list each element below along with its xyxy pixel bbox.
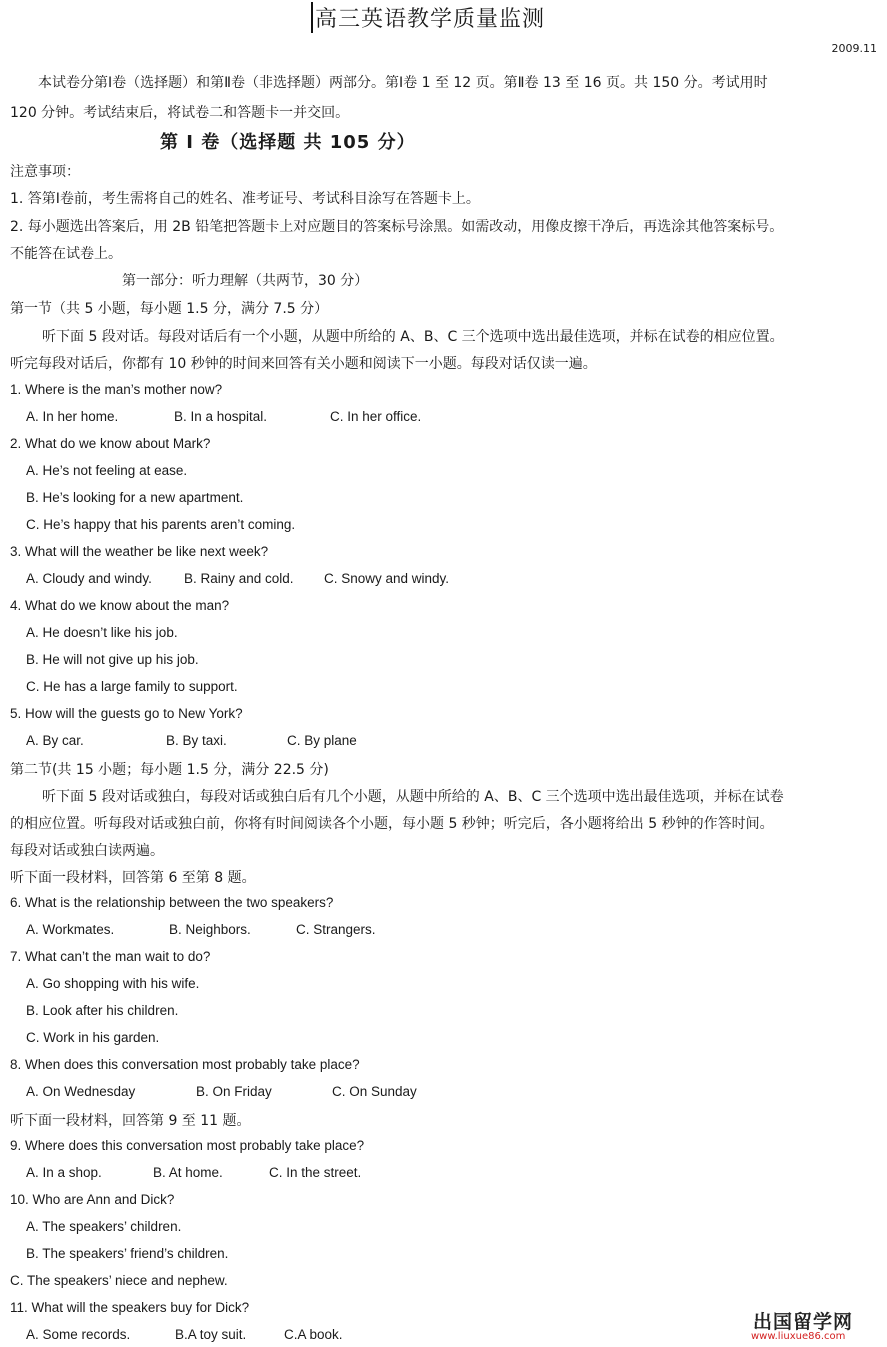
option-b: B. The speakers’ friend’s children.	[26, 1246, 229, 1261]
option-c: C. Strangers.	[296, 922, 376, 937]
page-title: 高三英语教学质量监测	[311, 2, 545, 33]
option-b: B. At home.	[153, 1165, 223, 1180]
option-a: A. On Wednesday	[26, 1084, 136, 1099]
option-row	[26, 1084, 526, 1102]
option-a: A. In her home.	[26, 409, 119, 424]
section-heading: 第 Ⅰ 卷（选择题 共 105 分）	[160, 132, 416, 153]
section2-instructions-cont: 的相应位置。听每段对话或独白前，你将有时间阅读各个小题，每小题 5 秒钟；听完后，各小题将给出 5 秒钟的作答时间。	[10, 816, 774, 832]
option-a: A. Cloudy and windy.	[26, 571, 152, 586]
question-stem: 2. What do we know about Mark?	[10, 436, 211, 451]
option-c: C. He’s happy that his parents aren’t coming.	[26, 517, 296, 532]
section1-instructions: 听下面 5 段对话。每段对话后有一个小题，从题中所给的 A、B、C 三个选项中选出最佳选项，并标在试卷的相应位置。	[42, 329, 784, 345]
option-a: A. Some records.	[26, 1327, 131, 1342]
note-item-2: 2. 每小题选出答案后，用 2B 铅笔把答题卡上对应题目的答案标号涂黑。如需改动，用像皮擦干净后，再选涂其他答案标号。	[10, 219, 784, 235]
option-row	[26, 1165, 526, 1183]
option-b: B. In a hospital.	[174, 409, 268, 424]
question-stem: 11. What will the speakers buy for Dick?	[10, 1300, 250, 1315]
option-row	[26, 922, 526, 940]
question-stem: 1. Where is the man’s mother now?	[10, 382, 223, 397]
option-c: C. He has a large family to support.	[26, 679, 238, 694]
option-a: A. The speakers’ children.	[26, 1219, 182, 1234]
option-row	[26, 1327, 526, 1345]
option-a: A. In a shop.	[26, 1165, 102, 1180]
notes-label: 注意事项：	[10, 164, 80, 180]
option-a: A. By car.	[26, 733, 84, 748]
option-a: A. Go shopping with his wife.	[26, 976, 200, 991]
section2-instructions-cont: 每段对话或独白读两遍。	[10, 843, 164, 859]
part1-title: 第一部分：听力理解（共两节，30 分）	[122, 273, 369, 289]
question-stem: 3. What will the weather be like next week?	[10, 544, 269, 559]
material-instruction: 听下面一段材料，回答第 9 至 11 题。	[10, 1113, 251, 1129]
watermark-url: www.liuxue86.com	[751, 1331, 846, 1342]
question-stem: 4. What do we know about the man?	[10, 598, 230, 613]
section2-title: 第二节(共 15 小题；每小题 1.5 分，满分 22.5 分)	[10, 762, 329, 778]
option-c: C. In her office.	[330, 409, 422, 424]
question-stem: 8. When does this conversation most probably take place?	[10, 1057, 360, 1072]
material-instruction: 听下面一段材料，回答第 6 至第 8 题。	[10, 870, 256, 886]
option-c: C. Snowy and windy.	[324, 571, 450, 586]
option-c: C. Work in his garden.	[26, 1030, 160, 1045]
option-b: B. Neighbors.	[169, 922, 251, 937]
question-stem: 10. Who are Ann and Dick?	[10, 1192, 175, 1207]
section1-instructions-cont: 听完每段对话后，你都有 10 秒钟的时间来回答有关小题和阅读下一小题。每段对话仅读一遍。	[10, 356, 597, 372]
option-a: A. Workmates.	[26, 922, 115, 937]
watermark-logo	[749, 1307, 879, 1343]
note-item-1: 1. 答第Ⅰ卷前，考生需将自己的姓名、准考证号、考试科目涂写在答题卡上。	[10, 191, 480, 207]
option-b: B. On Friday	[196, 1084, 272, 1099]
exam-date: 2009.11	[831, 42, 877, 55]
option-c: C. The speakers’ niece and nephew.	[10, 1273, 228, 1288]
question-stem: 6. What is the relationship between the two speakers?	[10, 895, 334, 910]
question-stem: 9. Where does this conversation most probably take place?	[10, 1138, 365, 1153]
option-c: C. On Sunday	[332, 1084, 417, 1099]
option-b: B. Look after his children.	[26, 1003, 179, 1018]
intro-line-2: 120 分钟。考试结束后，将试卷二和答题卡一并交回。	[10, 105, 350, 121]
option-row	[26, 409, 526, 427]
option-a: A. He doesn’t like his job.	[26, 625, 178, 640]
option-c: C.A book.	[284, 1327, 343, 1342]
section2-instructions: 听下面 5 段对话或独白，每段对话或独白后有几个小题，从题中所给的 A、B、C 三个选项中选出最佳选项，并标在试卷	[42, 789, 784, 805]
option-b: B. Rainy and cold.	[184, 571, 294, 586]
option-row	[26, 733, 526, 751]
option-b: B. By taxi.	[166, 733, 227, 748]
option-b: B. He will not give up his job.	[26, 652, 199, 667]
section1-title: 第一节（共 5 小题，每小题 1.5 分，满分 7.5 分）	[10, 301, 329, 317]
option-a: A. He’s not feeling at ease.	[26, 463, 188, 478]
option-row	[26, 571, 526, 589]
option-c: C. In the street.	[269, 1165, 362, 1180]
watermark-name: 出国留学网	[753, 1311, 854, 1333]
option-b: B. He’s looking for a new apartment.	[26, 490, 244, 505]
intro-line-1: 本试卷分第Ⅰ卷（选择题）和第Ⅱ卷（非选择题）两部分。第Ⅰ卷 1 至 12 页。第Ⅱ卷 13 至 16 页。共 150 分。考试用时	[38, 75, 768, 91]
option-b: B.A toy suit.	[175, 1327, 247, 1342]
option-c: C. By plane	[287, 733, 357, 748]
question-stem: 7. What can’t the man wait to do?	[10, 949, 211, 964]
note-item-2-cont: 不能答在试卷上。	[10, 246, 122, 262]
question-stem: 5. How will the guests go to New York?	[10, 706, 243, 721]
